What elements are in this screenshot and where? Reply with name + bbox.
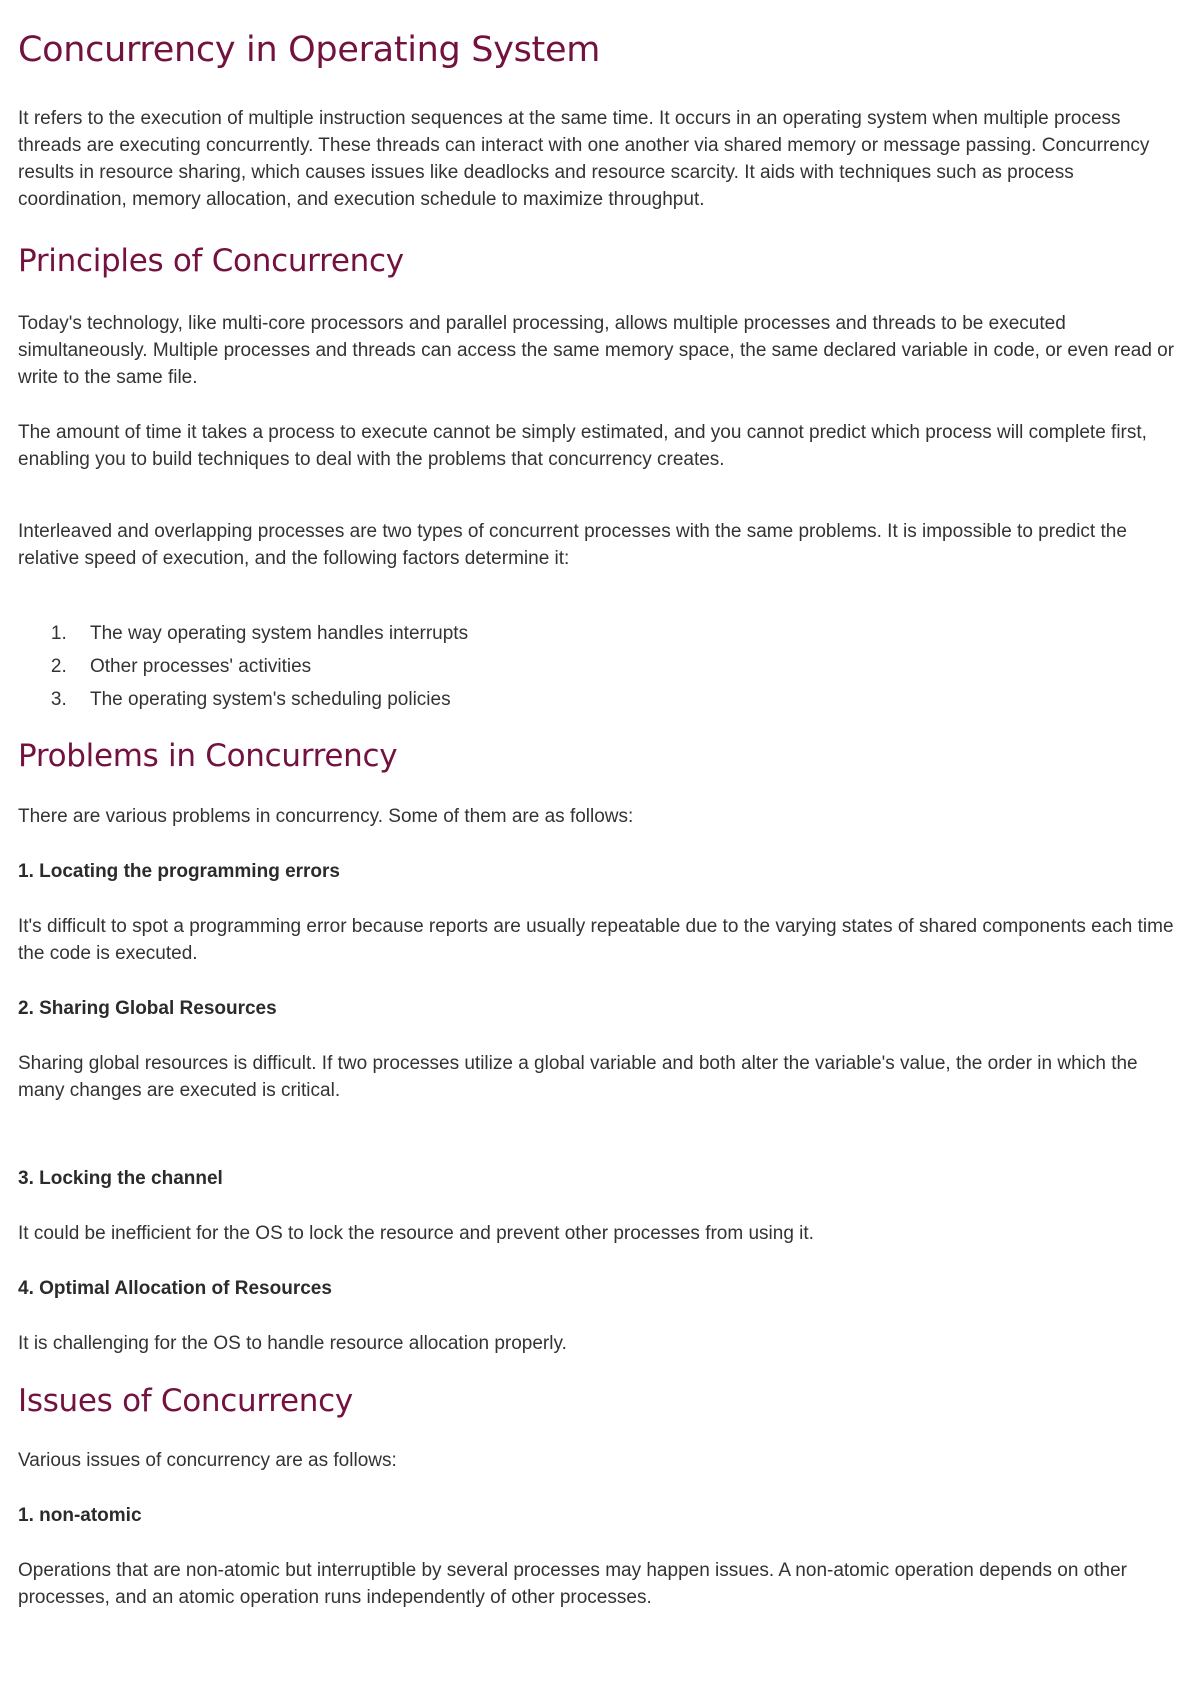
section-heading-principles: Principles of Concurrency [18, 243, 404, 279]
issue-title-1: 1. non-atomic [18, 1505, 142, 1526]
issues-intro: Various issues of concurrency are as follows: [18, 1450, 397, 1471]
factors-list [18, 617, 1182, 716]
problem-text-4: It is challenging for the OS to handle resource allocation properly. [18, 1333, 567, 1354]
problem-title-3: 3. Locking the channel [18, 1168, 223, 1189]
section-heading-problems: Problems in Concurrency [18, 738, 398, 774]
intro-paragraph: It refers to the execution of multiple instruction sequences at the same time. It occurs in an operating system when multiple process threads are executing concurrently. These threads can interact with one another via shared memory or message passing. Concurrency results in resource sharing, which causes issues like deadlocks and resource scarcity. It aids with techniques such as process coordination, memory allocation, and execution schedule to maximize throughput. [18, 108, 1150, 210]
problem-title-1: 1. Locating the programming errors [18, 861, 340, 882]
problem-text-2: Sharing global resources is difficult. If two processes utilize a global variable and both alter the variable's value, the order in which the many changes are executed is critical. [18, 1053, 1138, 1101]
issue-text-1: Operations that are non-atomic but interruptible by several processes may happen issues. A non-atomic operation depends on other processes, and an atomic operation runs independently of other processes. [18, 1560, 1127, 1608]
problems-intro: There are various problems in concurrency. Some of them are as follows: [18, 806, 634, 827]
list-item: 3. The operating system's scheduling policies [72, 683, 1182, 716]
problem-text-1: It's difficult to spot a programming error because reports are usually repeatable due to the varying states of shared components each time the code is executed. [18, 916, 1174, 964]
problem-text-3: It could be inefficient for the OS to lock the resource and prevent other processes from using it. [18, 1223, 814, 1244]
list-item: 2. Other processes' activities [72, 650, 1182, 683]
page-title: Concurrency in Operating System [18, 30, 601, 70]
problem-title-2: 2. Sharing Global Resources [18, 998, 277, 1019]
problem-title-4: 4. Optimal Allocation of Resources [18, 1278, 332, 1299]
list-item: 1. The way operating system handles interrupts [72, 617, 1182, 650]
principles-paragraph-1: Today's technology, like multi-core processors and parallel processing, allows multiple processes and threads to be executed simultaneously. Multiple processes and threads can access the same memory space, the same declared variable in code, or even read or write to the same file. [18, 313, 1175, 388]
principles-paragraph-2: The amount of time it takes a process to execute cannot be simply estimated, and you cannot predict which process will complete first, enabling you to build techniques to deal with the problems that concurrency creates. [18, 422, 1147, 470]
section-heading-issues: Issues of Concurrency [18, 1383, 353, 1419]
principles-paragraph-3: Interleaved and overlapping processes are two types of concurrent processes with the same problems. It is impossible to predict the relative speed of execution, and the following factors determine it: [18, 521, 1127, 569]
